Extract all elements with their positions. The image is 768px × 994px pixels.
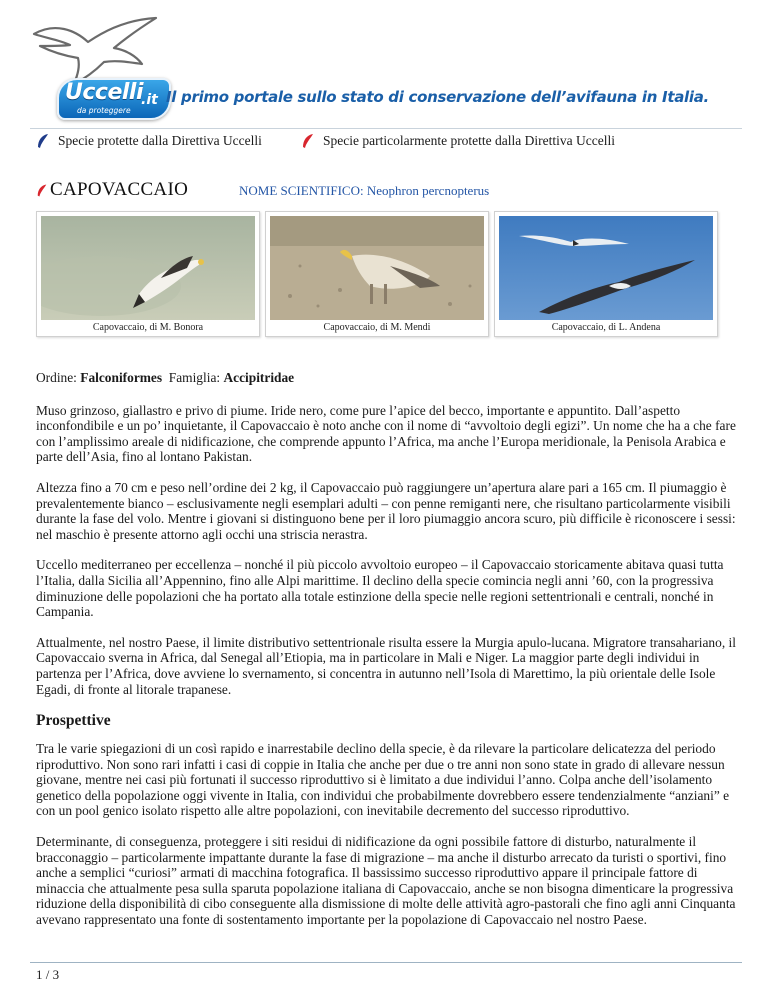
family-label: Famiglia: bbox=[168, 370, 221, 385]
photo-caption: Capovaccaio, di M. Mendi bbox=[323, 322, 431, 333]
blue-feather-icon bbox=[36, 133, 50, 149]
paragraph-distribution: Attualmente, nel nostro Paese, il limite distributivo settentrionale risulta essere la Murgia apulo-lucana. Migratore transahariano, il Capovaccaio sverna in Africa, dal Senegal all’Etiopia, ma in particolare in Mali e Niger. La maggior parte degli individui in partenza per l’Africa, dove avviene lo svernamento, si concentra in autunno nell’Isola di Marettimo, la più orientale delle Isole Egadi, di fronte al litorale trapanese. bbox=[36, 634, 736, 697]
photo-caption: Capovaccaio, di M. Bonora bbox=[92, 322, 204, 333]
photo-caption: Capovaccaio, di L. Andena bbox=[551, 322, 661, 333]
paragraph-size: Altezza fino a 70 cm e peso nell’ordine dei 2 kg, il Capovaccaio può raggiungere un’apertura alare pari a 165 cm. Il piumaggio è prevalentemente bianco – esclusivamente negli esemplari adulti – con penne remiganti nere, che risultano particolarmente visibili durante la fase del volo. Mentre i giovani si distinguono bene per il loro piumaggio ancora scuro, più difficile è riconoscere i sessi: nel maschio è presente attorno agli occhi una striscia nerastra. bbox=[36, 479, 736, 542]
photo-card-1[interactable] bbox=[36, 211, 260, 337]
photo-card-2[interactable] bbox=[265, 211, 489, 337]
species-title bbox=[36, 179, 188, 201]
section-heading-prospects: Prospettive bbox=[36, 712, 111, 730]
logo-tld: .it bbox=[141, 92, 158, 108]
taxonomy-line bbox=[36, 370, 736, 386]
paragraph-description: Muso grinzoso, giallastro e privo di piume. Iride nero, come pure l’apice del becco, importante e appuntito. Dall’aspetto inconfondibile e un po’ inquietante, il Capovaccaio è noto anche con il nome di “avvoltoio degli egizi”. Un nome che ha a che fare con l’amplissimo areale di nidificazione, che comprende appunto l’Africa, ma anche l’Europa meridionale, la Penisola Arabica e parte dell’Asia, fino al lontano Pakistan. bbox=[36, 402, 736, 465]
paragraph-history: Uccello mediterraneo per eccellenza – nonché il più piccolo avvoltoio europeo – il Capovaccaio storicamente abitava quasi tutta l’Italia, dalla Sicilia all’Appennino, fino alle Alpi marittime. Il declino della specie comincia negli anni ’60, con la progressiva diminuzione delle popolazioni che ha portato alla totale estinzione della specie nelle regioni settentrionali e centrali, nonché in Campania. bbox=[36, 557, 724, 620]
species-title-row bbox=[36, 179, 746, 205]
family-value: Accipitridae bbox=[223, 370, 295, 385]
red-feather-icon bbox=[36, 182, 48, 199]
vulture-ground-photo[interactable] bbox=[270, 216, 484, 320]
photo-gallery bbox=[36, 211, 748, 337]
logo-badge[interactable] bbox=[57, 78, 171, 120]
scientific-name: NOME SCIENTIFICO: Neophron percnopterus bbox=[239, 183, 490, 198]
species-name: CAPOVACCAIO bbox=[50, 179, 189, 200]
site-header bbox=[30, 12, 750, 122]
order-label: Ordine: bbox=[36, 370, 77, 385]
paragraph-prospects-2: Determinante, di conseguenza, proteggere i siti residui di nidificazione da ogni possibile fattore di disturbo, naturalmente il bracconaggio – particolarmente impattante durante la fase di migrazione – ma anche il disturbo arrecato da turisti o sportivi, fino anche a semplici “curiosi” armati di macchina fotografica. Il bassissimo successo riproduttivo appare il principale fattore di minaccia che attualmente pesa sulla sparuta popolazione italiana di Capovaccaio, anche se non bisogna dimenticare la progressiva riduzione della disponibilità di cibo conseguente alla dismissione di molte delle attività agro-pastorali che fino agli anni Cinquanta avevano rappresentato una fonte di sostentamento importante per la popolazione di Capovaccaio nel nostro Paese. bbox=[36, 834, 736, 928]
site-tagline: Il primo portale sullo stato di conservazione dell’avifauna in Italia. bbox=[166, 88, 709, 106]
red-feather-icon bbox=[301, 133, 315, 149]
vultures-sky-photo[interactable] bbox=[499, 216, 713, 320]
page-number: 1 / 3 bbox=[36, 967, 60, 982]
photo-card-3[interactable] bbox=[494, 211, 718, 337]
legend-especially-protected-label: Specie particolarmente protette dalla Direttiva Uccelli bbox=[323, 133, 615, 148]
footer-divider bbox=[30, 962, 742, 963]
paragraph-prospects-1: Tra le varie spiegazioni di un così rapido e inarrestabile declino della specie, è da rilevare la particolare delicatezza del periodo riproduttivo. Non sono rari infatti i casi di coppie in Italia che anche per due o tre anni non sono state in grado di allevare nessun giovane, mentre nei casi più fortunati il successo riproduttivo si è limitato a due individui l’anno. Colpa anche dell’isolamento genetico della popolazione oggi vivente in Italia, con individui che probabilmente dovrebbero essere tendenzialmente “anziani” e con un pool genico isolato rispetto alle altre popolazioni, con inevitabile decremento del successo riproduttivo. bbox=[36, 741, 730, 819]
legend-item-protected bbox=[36, 133, 262, 149]
logo-word: Uccelli bbox=[65, 80, 143, 105]
header-divider bbox=[30, 128, 742, 129]
legend-item-especially-protected bbox=[301, 133, 615, 149]
order-value: Falconiformes bbox=[80, 370, 163, 385]
article-body bbox=[36, 370, 736, 943]
logo-subtitle: da proteggere bbox=[77, 106, 131, 115]
vulture-flight-photo[interactable] bbox=[41, 216, 255, 320]
legend-protected-label: Specie protette dalla Direttiva Uccelli bbox=[58, 133, 262, 148]
